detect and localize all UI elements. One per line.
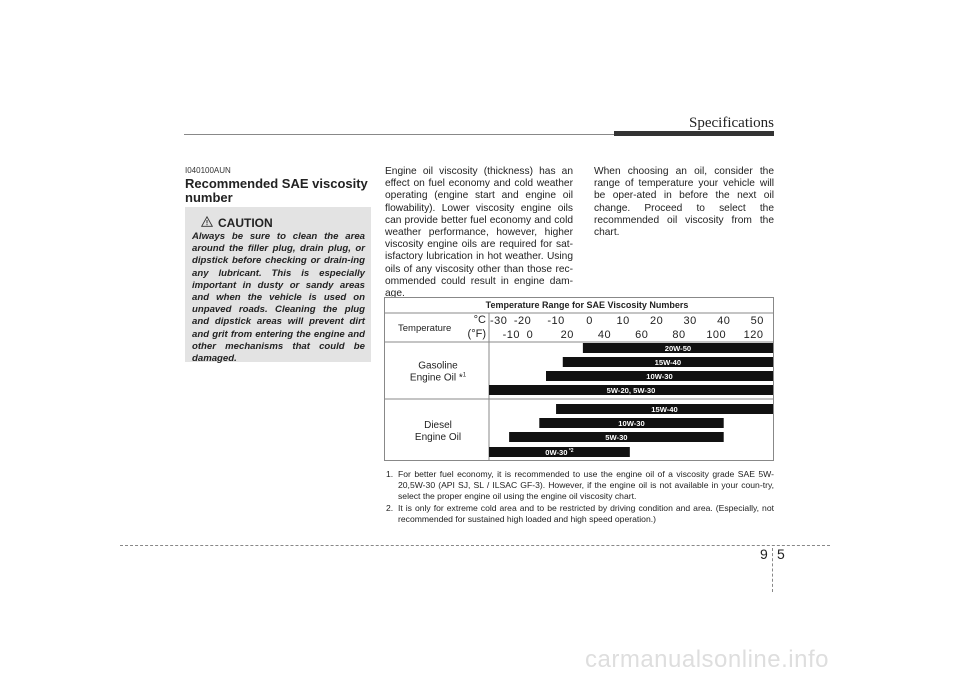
footnote-1 [386,469,774,503]
celsius-unit-label: °C [473,314,486,326]
caution-title: CAUTION [218,216,273,230]
temperature-label: Temperature [398,323,452,334]
header-rule [184,134,614,135]
celsius-tick-label: 0 [586,315,593,327]
fahrenheit-tick-label: 100 [706,329,727,341]
viscosity-grade-label: 20W-50 [664,343,692,353]
section-code: I040100AUN [185,166,231,175]
celsius-tick-label: 40 [717,315,731,327]
footnote-marker: *2 [567,447,574,454]
viscosity-grade-label: 10W-30 [618,418,645,428]
chart-title: Temperature Range for SAE Viscosity Numbers [485,300,689,310]
page-footer-rule [120,545,830,546]
engine-oil-label: Engine Oil [414,432,462,443]
fahrenheit-unit-label: (°F) [467,328,486,340]
header-rule-accent [614,131,774,136]
footnote-1-number: 1. [386,469,394,479]
footnote-marker: 1 [462,372,467,379]
celsius-tick-label: 50 [750,315,764,327]
celsius-tick-label: -20 [513,315,532,327]
section-header-title: Specifications [689,115,774,131]
fahrenheit-tick-label: 120 [743,329,764,341]
footnotes [386,469,774,525]
viscosity-grade-label: 0W-30 $^{*2}$ [545,447,574,457]
footnote-2-number: 2. [386,502,394,513]
footnote-2-text: It is only for extreme cold area and to be restricted by driving condition and area. (Especially, not recommended for sustained high loaded and high speed operation.) [398,502,774,524]
footnote-1-text: For better fuel economy, it is recommended to use the engine oil of a viscosity grade SAE 5W-20,5W-30 (API SJ, SL / ILSAC GF-3). However, if the engine oil is not available in your coun-try, select the proper engine oil using the engine oil viscosity chart. [398,469,774,502]
fahrenheit-tick-label: 40 [597,329,612,341]
viscosity-chart-svg [384,297,774,461]
viscosity-grade-label: 15W-40 [654,357,682,367]
fahrenheit-tick-label: 80 [672,329,686,341]
viscosity-grade-label: 5W-20, 5W-30 [606,385,656,395]
section-title: Recommended SAE viscosity number [185,176,368,205]
page-number: 5 [777,546,785,562]
celsius-tick-label: 30 [683,315,697,327]
page-number-separator [772,548,773,592]
caution-box [185,207,371,365]
viscosity-grade-label: 5W-30 [605,432,628,442]
celsius-tick-label: 20 [650,315,664,327]
paragraph-viscosity-effects: Engine oil viscosity (thickness) has an effect on fuel economy and cold weather operating (engine start and engine oil flowability). Lower viscosity engine oils can provide better fuel economy and cold weather performance, however, higher viscosity engine oils are required for sat-isfactory lubrication in hot weather. Using oils of any viscosity other than those rec-ommended could result in engine dam-age. [385,166,573,300]
engine-type-label: Gasoline [418,360,458,372]
fahrenheit-tick-label: 20 [560,329,574,341]
fahrenheit-tick-label: 0 [526,329,534,341]
celsius-tick-label: -10 [547,315,565,327]
viscosity-grade-label: 10W-30 [646,371,673,381]
engine-oil-label: Engine Oil *$^1$ [409,372,467,384]
paragraph-choosing-oil: When choosing an oil, consider the range of temperature your vehicle will be oper-ated in before the next oil change. Proceed to select the recommended oil viscosity from the chart. [594,166,774,239]
caution-body: Always be sure to clean the area around the filler plug, drain plug, or dipstick before checking or drain-ing any lubricant. This is especially important in dusty or sandy areas and when the vehicle is used on unpaved roads. Cleaning the plug and dipstick areas will prevent dirt and grit from entering the engine and other mechanisms that could be damaged. [192,231,365,365]
footnote-2 [386,503,774,525]
viscosity-chart [384,297,774,461]
viscosity-grade-label: 15W-40 [651,404,678,414]
celsius-tick-label: 10 [616,315,630,327]
fahrenheit-tick-label: 60 [635,329,649,341]
warning-triangle-icon [201,214,213,232]
caution-header [201,214,273,232]
celsius-tick-label: -30 [490,315,508,327]
fahrenheit-tick-label: -10 [502,329,521,341]
chapter-number: 9 [760,546,768,562]
engine-type-label: Diesel [424,420,452,431]
watermark: carmanualsonline.info [585,646,829,673]
